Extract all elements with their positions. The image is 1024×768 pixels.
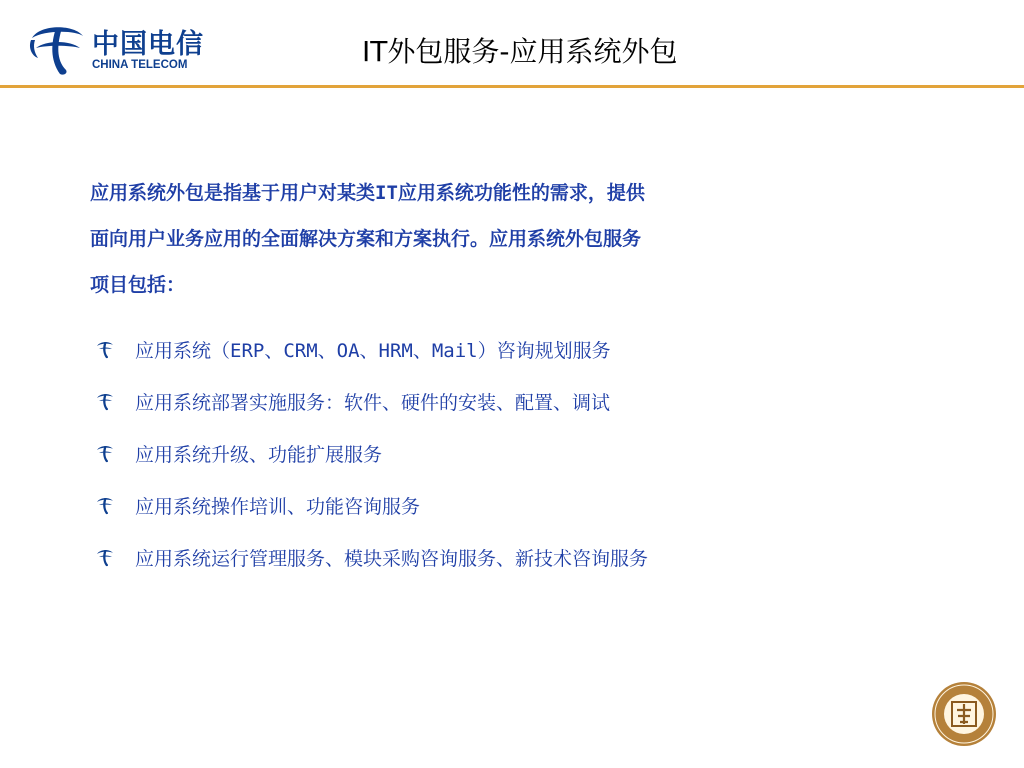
china-telecom-e-icon	[95, 547, 115, 567]
list-item-text: 应用系统操作培训、功能咨询服务	[135, 495, 421, 518]
intro-line: 项目包括：	[90, 274, 186, 296]
slide-title: IT外包服务-应用系统外包	[362, 35, 678, 68]
list-item-text: 应用系统运行管理服务、模块采购咨询服务、新技术咨询服务	[135, 547, 649, 570]
list-item	[95, 531, 648, 583]
intro-line: 应用系统外包是指基于用户对某类IT应用系统功能性的需求，提供	[90, 182, 645, 204]
list-item-text: 应用系统部署实施服务：软件、硬件的安装、配置、调试	[135, 391, 611, 414]
china-telecom-e-icon	[95, 495, 115, 515]
list-item	[95, 375, 648, 427]
china-telecom-e-icon	[95, 443, 115, 463]
header-divider	[0, 85, 1024, 88]
logo-name-en: CHINA TELECOM	[92, 59, 188, 71]
china-telecom-e-icon	[95, 391, 115, 411]
china-telecom-college-seal-icon	[930, 680, 998, 748]
list-item-text: 应用系统升级、功能扩展服务	[135, 443, 383, 466]
list-item-text: 应用系统（ERP、CRM、OA、HRM、Mail）咨询规划服务	[135, 339, 611, 362]
china-telecom-e-icon	[95, 339, 115, 359]
china-telecom-logo-icon	[26, 18, 88, 78]
list-item	[95, 479, 648, 531]
list-item	[95, 323, 648, 375]
slide-header	[0, 0, 1024, 88]
logo-name-cn: 中国电信	[92, 29, 204, 60]
china-telecom-logo	[26, 18, 206, 78]
intro-paragraph	[90, 170, 860, 308]
list-item	[95, 427, 648, 479]
intro-line: 面向用户业务应用的全面解决方案和方案执行。应用系统外包服务	[90, 228, 642, 250]
service-list	[95, 323, 648, 583]
